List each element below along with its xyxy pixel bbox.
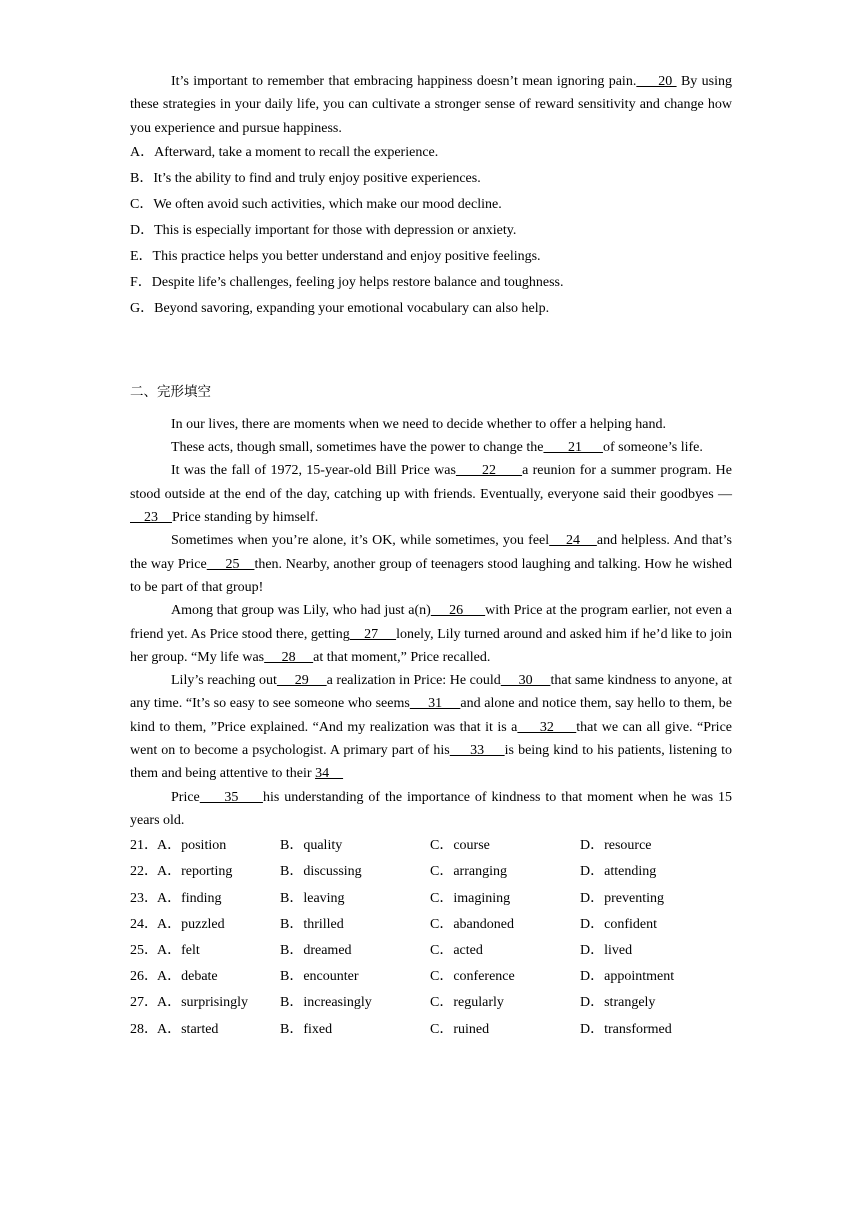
choice-d: D．strangely bbox=[580, 995, 656, 1011]
answer-option: F．Despite life’s challenges, feeling joy helps restore balance and toughness. bbox=[130, 274, 564, 290]
choice-c: C．regularly bbox=[430, 995, 504, 1011]
passage-text: Price bbox=[171, 789, 200, 805]
cloze-paragraph bbox=[130, 413, 732, 436]
blank-27: 27 bbox=[349, 626, 397, 642]
cloze-paragraph bbox=[130, 459, 732, 529]
passage-text: then. Nearby, another group of teenagers stood laughing and talking. How he wished to be part of that group! bbox=[130, 556, 733, 595]
choice-d: D．resource bbox=[580, 838, 652, 854]
choice-a: A．position bbox=[157, 838, 227, 854]
section-heading-cloze: 二、完形填空 bbox=[130, 383, 211, 400]
question-number: 22． bbox=[130, 864, 158, 880]
choice-c: C．course bbox=[430, 838, 490, 854]
cloze-paragraph bbox=[130, 529, 732, 599]
blank-22: 22 bbox=[455, 463, 523, 479]
blank-24: 24 bbox=[549, 533, 597, 549]
passage-text: Lily’s reaching out bbox=[171, 673, 277, 689]
blank-32: 32 bbox=[517, 719, 577, 735]
choice-d: D．confident bbox=[580, 916, 657, 932]
answer-option: E．This practice helps you better understand and enjoy positive feelings. bbox=[130, 248, 541, 264]
choice-b: B．encounter bbox=[280, 969, 359, 985]
blank-25: 25 bbox=[206, 556, 255, 572]
question-row bbox=[130, 938, 732, 964]
question-row bbox=[130, 1017, 732, 1043]
blank-31: 31 bbox=[409, 696, 461, 712]
passage-text: and helpless. And that’s the way Price bbox=[130, 533, 732, 572]
choice-a: A．started bbox=[157, 1021, 219, 1037]
question-row bbox=[130, 859, 732, 885]
question-row bbox=[130, 964, 732, 990]
choice-d: D．attending bbox=[580, 864, 657, 880]
passage-text: Sometimes when you’re alone, it’s OK, while sometimes, you feel bbox=[171, 533, 550, 549]
passage-text: a realization in Price: He could bbox=[326, 673, 501, 689]
blank-28: 28 bbox=[264, 649, 314, 665]
passage-text: Price standing by himself. bbox=[172, 510, 319, 526]
blank-35: 35 bbox=[199, 789, 263, 805]
document-page bbox=[130, 70, 732, 1043]
choice-d: D．preventing bbox=[580, 890, 664, 906]
blank-30: 30 bbox=[500, 673, 551, 689]
answer-options-list bbox=[130, 140, 732, 322]
passage-text: In our lives, there are moments when we need to decide whether to offer a helping hand. bbox=[171, 416, 667, 432]
blank-33: 33 bbox=[449, 743, 505, 759]
question-choices bbox=[130, 833, 732, 1043]
passage-text: that same kindness to anyone, at any time. “It’s so easy to see someone who seems bbox=[130, 673, 733, 712]
blank-26: 26 bbox=[430, 603, 486, 619]
choice-a: A．finding bbox=[157, 890, 222, 906]
question-number: 23． bbox=[130, 890, 158, 906]
choice-d: D．lived bbox=[580, 942, 633, 958]
choice-a: A．debate bbox=[157, 969, 218, 985]
blank-20: 20 bbox=[636, 74, 677, 89]
choice-d: D．transformed bbox=[580, 1021, 672, 1037]
question-number: 25． bbox=[130, 942, 158, 958]
choice-b: B．thrilled bbox=[280, 916, 344, 932]
choice-c: C．ruined bbox=[430, 1021, 490, 1037]
passage-text: and alone and notice them, say hello to them, be kind to them, ”Price explained. “And my realization was that it is a bbox=[130, 696, 732, 735]
passage-text: his understanding of the importance of kindness to that moment when he was 15 years old. bbox=[130, 789, 732, 828]
closing-paragraph bbox=[130, 70, 732, 140]
question-row bbox=[130, 886, 732, 912]
question-number: 26． bbox=[130, 969, 158, 985]
cloze-passage bbox=[130, 413, 732, 832]
choice-a: A．puzzled bbox=[157, 916, 225, 932]
choice-a: A．reporting bbox=[157, 864, 233, 880]
question-number: 24． bbox=[130, 916, 158, 932]
choice-d: D．appointment bbox=[580, 969, 675, 985]
cloze-paragraph bbox=[130, 436, 732, 459]
passage-text: lonely, Lily turned around and asked him if he’d like to join her group. “My life was bbox=[130, 626, 733, 665]
choice-c: C．abandoned bbox=[430, 916, 514, 932]
passage-text: a reunion for a summer program. He stood outside at the end of the day, catching up with friends. Eventually, everyone said their goodbyes — bbox=[130, 463, 733, 502]
passage-text: is being kind to his patients, listening to them and being attentive to their bbox=[130, 743, 733, 782]
question-number: 21． bbox=[130, 838, 158, 854]
choice-c: C．conference bbox=[430, 969, 515, 985]
blank-21: 21 bbox=[543, 440, 603, 456]
question-number: 28． bbox=[130, 1021, 158, 1037]
passage-text: By using these strategies in your daily life, you can cultivate a stronger sense of reward sensitivity and change how you experience and pursue happiness. bbox=[130, 74, 733, 136]
blank-29: 29 bbox=[276, 673, 327, 689]
answer-option: A．Afterward, take a moment to recall the experience. bbox=[130, 144, 439, 160]
choice-c: C．imagining bbox=[430, 890, 511, 906]
passage-text: with Price at the program earlier, not even a friend yet. As Price stood there, getting bbox=[130, 603, 733, 642]
passage-text: It’s important to remember that embracing happiness doesn’t mean ignoring pain. bbox=[171, 74, 637, 89]
cloze-paragraph bbox=[130, 669, 732, 785]
passage-text: It was the fall of 1972, 15-year-old Bill Price was bbox=[171, 463, 456, 479]
choice-b: B．discussing bbox=[280, 864, 362, 880]
answer-option: C．We often avoid such activities, which make our mood decline. bbox=[130, 196, 502, 212]
question-number: 27． bbox=[130, 995, 158, 1011]
choice-b: B．fixed bbox=[280, 1021, 333, 1037]
choice-b: B．dreamed bbox=[280, 942, 352, 958]
choice-b: B．quality bbox=[280, 838, 343, 854]
passage-text: These acts, though small, sometimes have the power to change the bbox=[171, 440, 544, 456]
cloze-paragraph bbox=[130, 599, 732, 669]
blank-23: 23 bbox=[130, 510, 172, 526]
passage-text: that we can all give. “Price went on to become a psychologist. A primary part of his bbox=[130, 719, 732, 759]
answer-option: B．It’s the ability to find and truly enjoy positive experiences. bbox=[130, 170, 481, 186]
answer-option: G．Beyond savoring, expanding your emotional vocabulary can also help. bbox=[130, 300, 550, 316]
question-row bbox=[130, 912, 732, 938]
passage-text: Among that group was Lily, who had just a(n) bbox=[171, 603, 431, 619]
question-row bbox=[130, 990, 732, 1016]
passage-text: at that moment,” Price recalled. bbox=[313, 649, 491, 665]
passage-text: of someone’s life. bbox=[602, 440, 703, 456]
cloze-paragraph bbox=[130, 786, 732, 833]
choice-c: C．acted bbox=[430, 942, 483, 958]
choice-a: A．felt bbox=[157, 942, 200, 958]
blank-34: 34 bbox=[315, 766, 344, 782]
answer-option: D．This is especially important for those with depression or anxiety. bbox=[130, 222, 517, 238]
choice-a: A．surprisingly bbox=[157, 995, 248, 1011]
question-row bbox=[130, 833, 732, 859]
choice-b: B．leaving bbox=[280, 890, 345, 906]
choice-c: C．arranging bbox=[430, 864, 507, 880]
choice-b: B．increasingly bbox=[280, 995, 372, 1011]
